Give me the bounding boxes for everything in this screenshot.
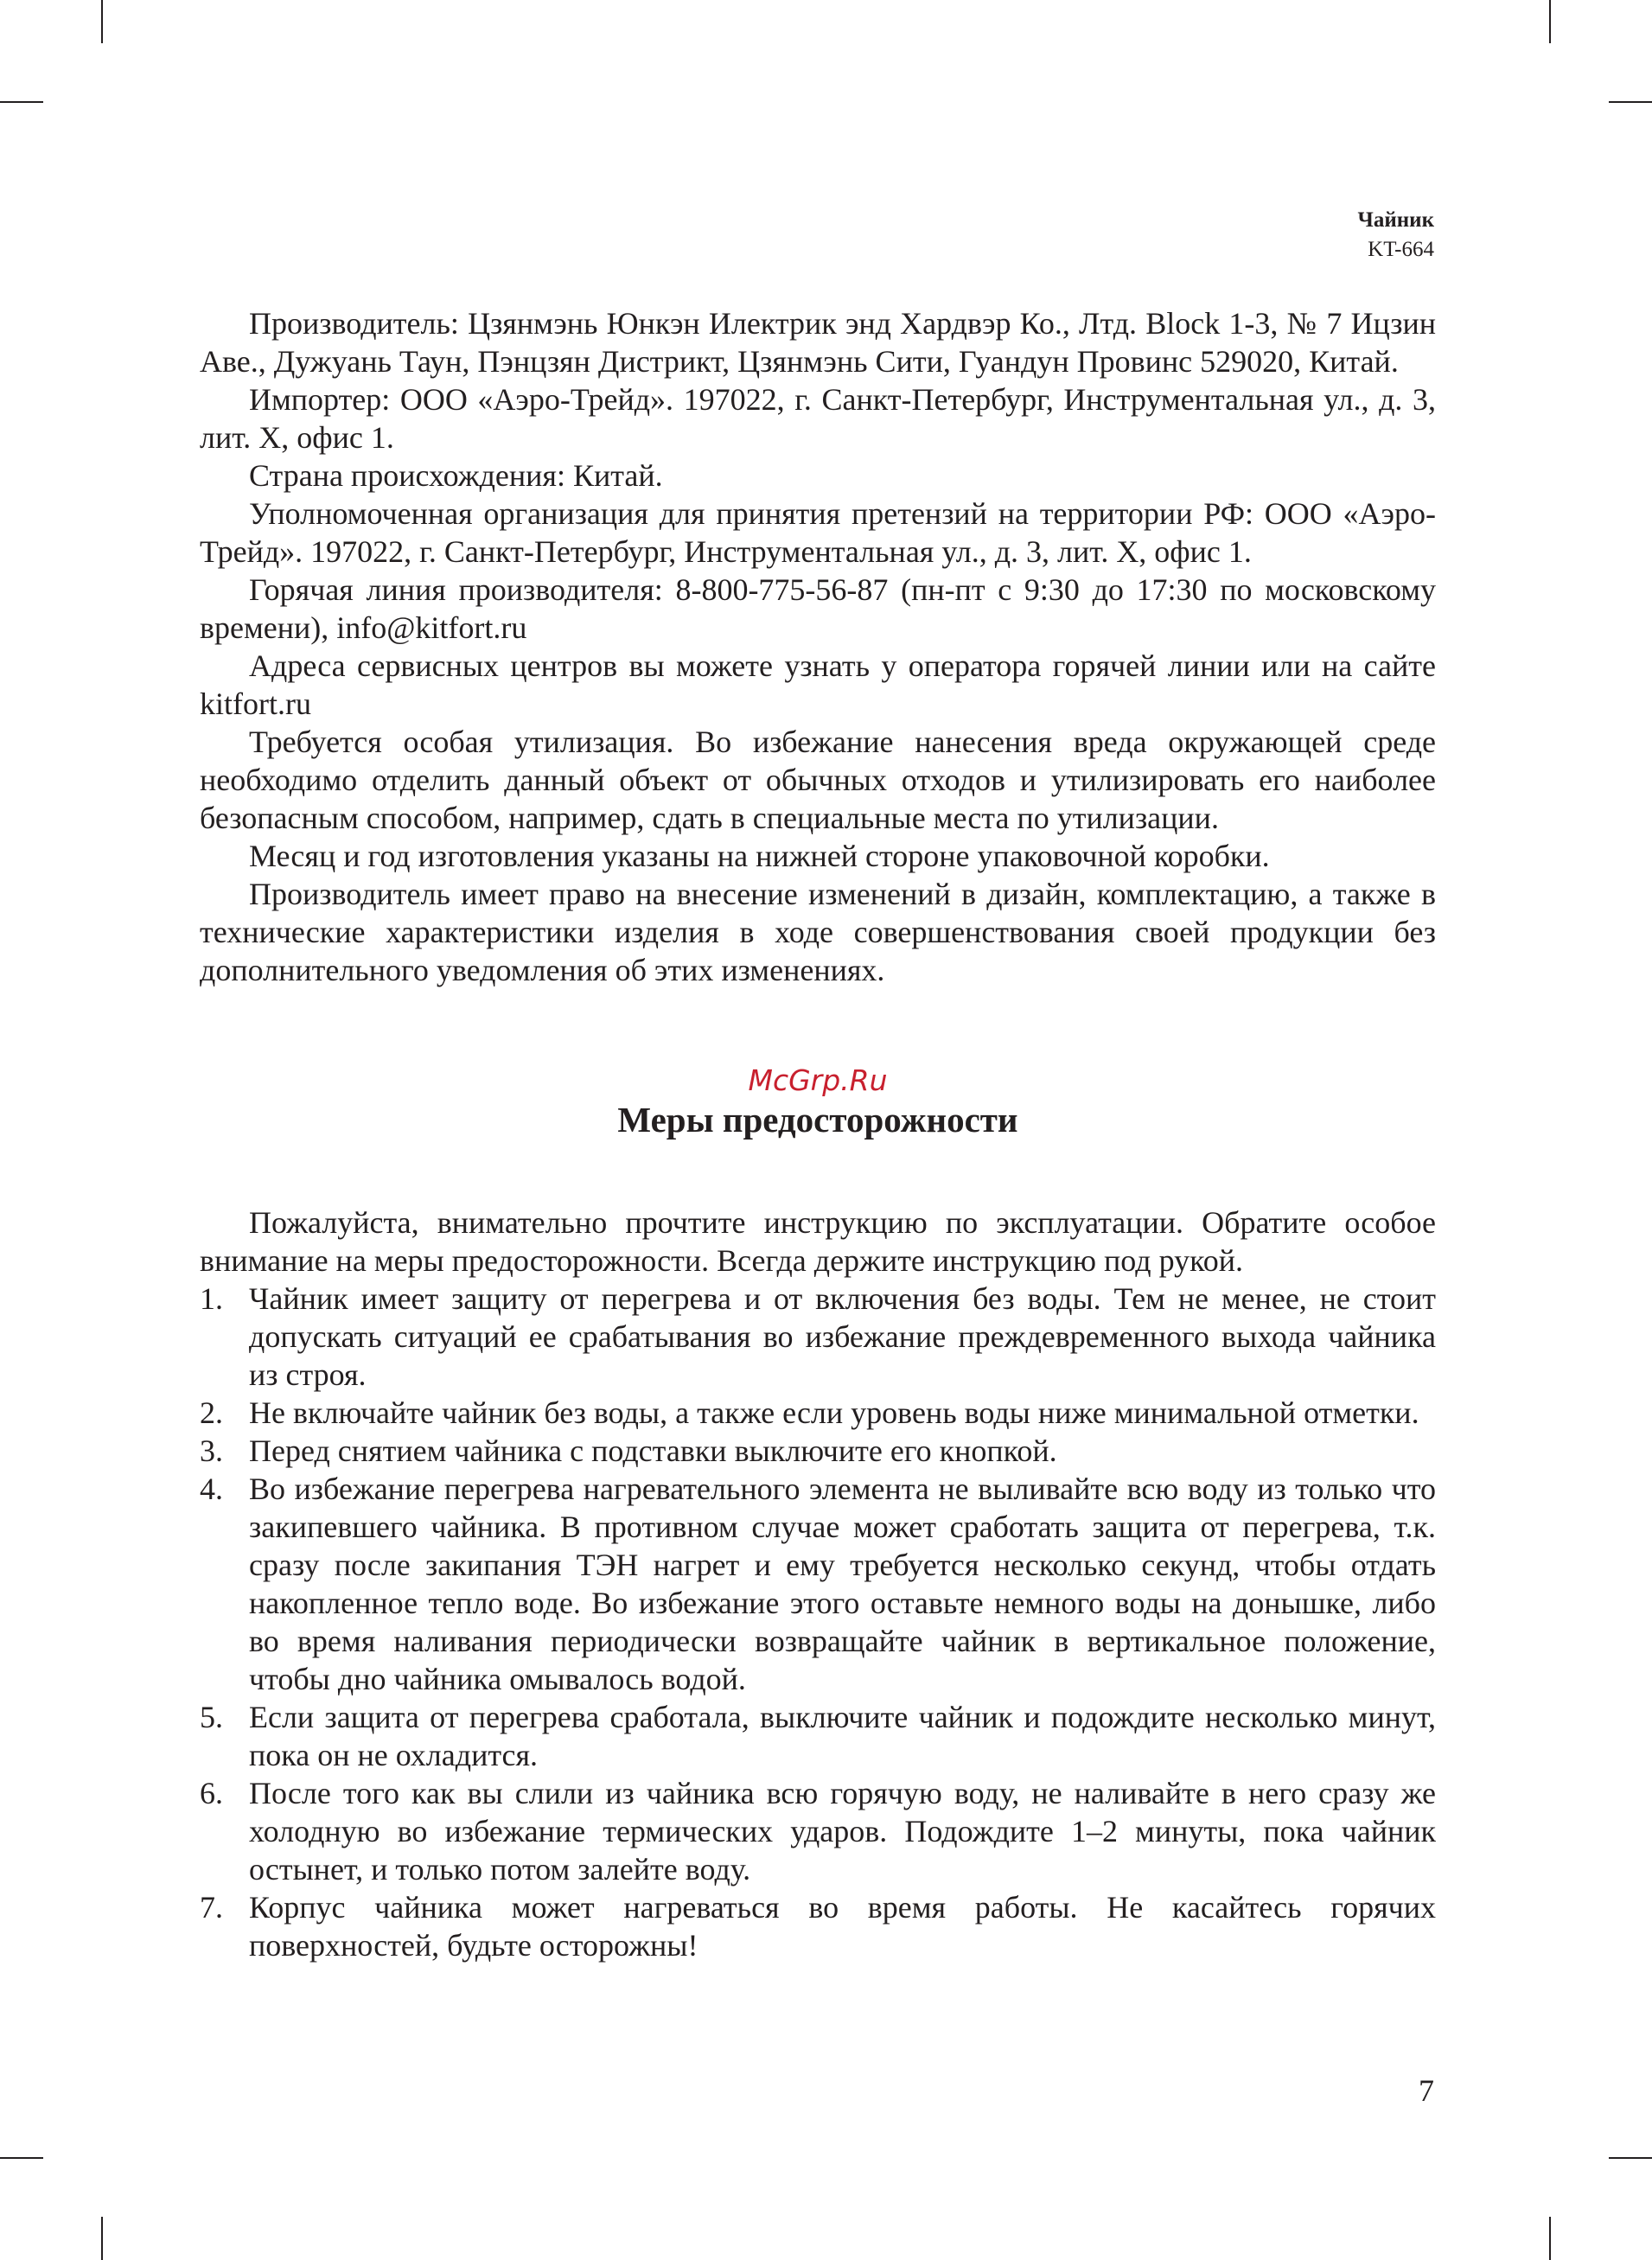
list-item (200, 1698, 1436, 1774)
crop-mark (0, 101, 43, 103)
list-item-number: 2. (200, 1395, 223, 1430)
precautions-list (200, 1280, 1436, 1964)
section-title: Меры предосторожности (617, 1100, 1018, 1140)
list-item-text: Перед снятием чайника с подставки выключите его кнопкой. (249, 1433, 1057, 1468)
crop-mark (1549, 0, 1551, 43)
page-number: 7 (1419, 2073, 1434, 2108)
list-item-text: Чайник имеет защиту от перегрева и от включения без воды. Тем не менее, не стоит допускать ситуаций ее срабатывания во избежание преждевременного выхода чайника из строя. (249, 1281, 1436, 1392)
list-item-number: 5. (200, 1700, 223, 1734)
list-item-text: После того как вы слили из чайника всю горячую воду, не наливайте в него сразу же холодную во избежание термических ударов. Подождите 1–2 минуты, пока чайник остынет, и только потом залейте воду. (249, 1776, 1436, 1887)
crop-mark (0, 2157, 43, 2159)
watermark-logo: McGrp.Ru (748, 1063, 888, 1097)
list-item (200, 1432, 1436, 1470)
running-header (1358, 206, 1434, 265)
crop-mark (1609, 2157, 1652, 2159)
list-item (200, 1774, 1436, 1888)
crop-mark (1609, 101, 1652, 103)
changes-paragraph: Производитель имеет право на внесение изменений в дизайн, комплектацию, а также в технические характеристики изделия в ходе совершенствования своей продукции без дополнительного уведомления об этих изменениях. (200, 877, 1436, 987)
crop-mark (101, 2217, 103, 2260)
list-item-number: 4. (200, 1472, 223, 1506)
manufacturer-paragraph: Производитель: Цзянмэнь Юнкэн Илектрик энд Хардвэр Ко., Лтд. Block 1-3, № 7 Ицзин Аве., Дужуань Таун, Пэнцзян Дистрикт, Цзянмэнь Сити, Гуандун Провинс 529020, Китай. (200, 306, 1436, 379)
section-intro: Пожалуйста, внимательно прочтите инструкцию по эксплуатации. Обратите особое внимание на меры предосторожности. Всегда держите инструкцию под рукой. (200, 1205, 1436, 1278)
list-item-text: Не включайте чайник без воды, а также если уровень воды ниже минимальной отметки. (249, 1395, 1419, 1430)
crop-mark (1549, 2217, 1551, 2260)
header-title: Чайник (1357, 208, 1434, 232)
list-item-text: Если защита от перегрева сработала, выключите чайник и подождите несколько минут, пока он не охладится. (249, 1700, 1436, 1772)
hotline-paragraph: Горячая линия производителя: 8-800-775-56-87 (пн-пт с 9:30 до 17:30 по московскому времени), info@kitfort.ru (200, 572, 1436, 645)
origin-paragraph: Страна происхождения: Китай. (249, 458, 663, 493)
list-item-number: 7. (200, 1890, 223, 1925)
list-item (200, 1280, 1436, 1394)
importer-paragraph: Импортер: ООО «Аэро-Трейд». 197022, г. Санкт-Петербург, Инструментальная ул., д. 3, лит. Х, офис 1. (200, 382, 1436, 455)
list-item (200, 1394, 1436, 1432)
list-item-text: Во избежание перегрева нагревательного элемента не выливайте всю воду из только что закипевшего чайника. В противном случае может сработать защита от перегрева, т.к. сразу после закипания ТЭН нагрет и ему требуется несколько секунд, чтобы отдать накопленное тепло воде. Во избежание этого оставьте немного воды на донышке, либо во время наливания периодически возвращайте чайник в вертикальное положение, чтобы дно чайника омывалось водой. (249, 1472, 1436, 1696)
page-content (200, 304, 1436, 1964)
list-item-text: Корпус чайника может нагреваться во время работы. Не касайтесь горячих поверхностей, будьте осторожны! (249, 1890, 1436, 1963)
list-item-number: 3. (200, 1433, 223, 1468)
header-model: KT-664 (1368, 238, 1434, 261)
list-item-number: 6. (200, 1776, 223, 1810)
list-item (200, 1470, 1436, 1698)
claims-organization-paragraph: Уполномоченная организация для принятия претензий на территории РФ: ООО «Аэро-Трейд». 197022, г. Санкт-Петербург, Инструментальная ул., д. 3, лит. Х, офис 1. (200, 496, 1436, 569)
manufacture-date-paragraph: Месяц и год изготовления указаны на нижней стороне упаковочной коробки. (249, 839, 1270, 873)
service-centers-paragraph: Адреса сервисных центров вы можете узнать у оператора горячей линии или на сайте kitfort.ru (200, 648, 1436, 721)
list-item-number: 1. (200, 1281, 223, 1316)
list-item (200, 1888, 1436, 1964)
disposal-paragraph: Требуется особая утилизация. Во избежание нанесения вреда окружающей среде необходимо отделить данный объект от обычных отходов и утилизировать его наиболее безопасным способом, например, сдать в специальные места по утилизации. (200, 725, 1436, 835)
crop-mark (101, 0, 103, 43)
